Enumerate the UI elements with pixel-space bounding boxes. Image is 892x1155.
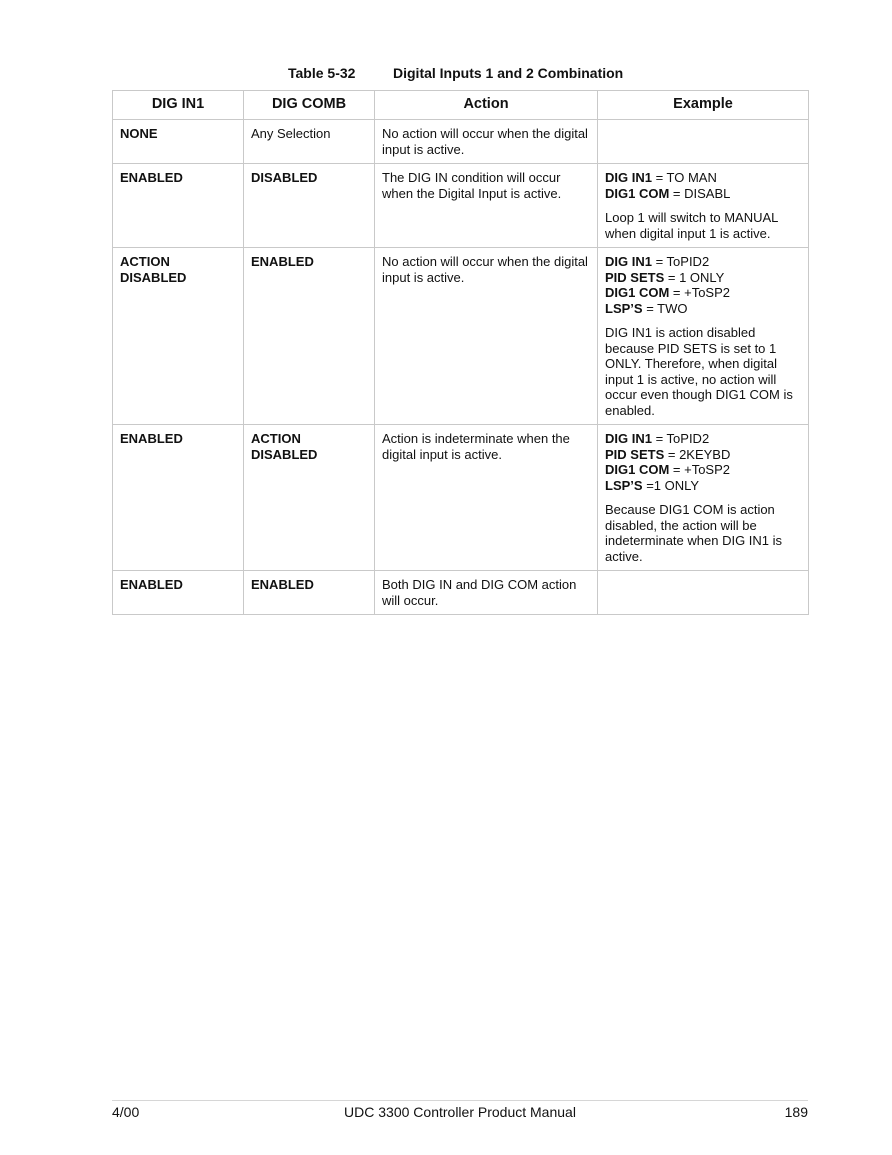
example-setting-line <box>605 186 801 202</box>
example-setting-value: = 2KEYBD <box>664 446 731 462</box>
table-header-row <box>113 91 809 120</box>
table-title: Digital Inputs 1 and 2 Combination <box>393 65 624 81</box>
example-setting-line <box>605 462 801 478</box>
footer-manual-title: UDC 3300 Controller Product Manual <box>344 1104 576 1120</box>
example-setting-line <box>605 270 801 286</box>
example-setting-line <box>605 431 801 447</box>
dig-comb-value: ENABLED <box>251 577 314 592</box>
dig-comb-value: Any Selection <box>251 126 331 141</box>
example-setting-label: LSP’S <box>605 477 643 493</box>
cell-example <box>598 120 809 164</box>
example-setting-label: DIG IN1 <box>605 254 652 269</box>
cell-example <box>598 571 809 615</box>
example-setting-line <box>605 478 801 494</box>
digital-inputs-combination-table <box>112 90 809 615</box>
dig-in1-value: ENABLED <box>120 170 183 185</box>
dig-in1-value: ACTION <box>120 254 170 269</box>
dig-comb-value: ENABLED <box>251 254 314 269</box>
cell-dig-comb <box>244 248 375 425</box>
table-number: Table 5-32 <box>288 65 356 81</box>
example-setting-value: = ToPID2 <box>651 254 710 269</box>
table-row <box>113 248 809 425</box>
cell-dig-comb <box>244 164 375 248</box>
dig-in1-value: ENABLED <box>120 431 183 446</box>
cell-dig-in1 <box>113 571 244 615</box>
dig-comb-value: DISABLED <box>251 170 318 185</box>
cell-dig-comb <box>244 120 375 164</box>
example-note: Loop 1 will switch to MANUAL when digital input 1 is active. <box>605 210 778 241</box>
cell-dig-in1 <box>113 120 244 164</box>
example-note: Because DIG1 COM is action disabled, the action will be indeterminate when DIG IN1 is active. <box>605 502 783 564</box>
dig-in1-value: ENABLED <box>120 577 183 592</box>
column-header-action: Action <box>375 91 598 120</box>
example-setting-label: DIG1 COM <box>605 285 670 300</box>
cell-action: Action is indeterminate when the digital input is active. <box>375 425 598 571</box>
example-setting-value: = TO MAN <box>651 170 717 185</box>
example-setting-value: =1 ONLY <box>642 477 700 493</box>
cell-action: No action will occur when the digital input is active. <box>375 120 598 164</box>
dig-comb-value: ACTION <box>251 431 301 446</box>
example-setting-label: PID SETS <box>605 269 665 285</box>
example-setting-line <box>605 285 801 301</box>
cell-action: The DIG IN condition will occur when the Digital Input is active. <box>375 164 598 248</box>
dig-in1-value: NONE <box>120 126 158 141</box>
example-setting-label: DIG1 COM <box>605 462 670 477</box>
table-row <box>113 425 809 571</box>
example-setting-value: = +ToSP2 <box>669 462 731 477</box>
table-row <box>113 571 809 615</box>
footer-page-number: 189 <box>784 1104 808 1120</box>
cell-example <box>598 425 809 571</box>
dig-comb-value: DISABLED <box>251 446 318 462</box>
example-setting-label: DIG IN1 <box>605 170 652 185</box>
example-setting-value: = DISABL <box>669 185 731 201</box>
cell-action: No action will occur when the digital input is active. <box>375 248 598 425</box>
footer-divider <box>112 1100 808 1101</box>
cell-example <box>598 248 809 425</box>
table-row <box>113 120 809 164</box>
example-setting-value: = 1 ONLY <box>664 269 725 285</box>
example-setting-label: LSP’S <box>605 300 643 316</box>
footer-date: 4/00 <box>112 1104 140 1120</box>
example-setting-line <box>605 447 801 463</box>
cell-dig-in1 <box>113 164 244 248</box>
column-header-dig-in1: DIG IN1 <box>113 91 244 120</box>
example-setting-value: = +ToSP2 <box>669 285 731 300</box>
cell-example <box>598 164 809 248</box>
example-setting-label: DIG IN1 <box>605 431 652 446</box>
example-setting-label: DIG1 COM <box>605 185 670 201</box>
example-setting-value: = TWO <box>642 300 688 316</box>
example-setting-line <box>605 170 801 186</box>
example-setting-label: PID SETS <box>605 446 665 462</box>
cell-dig-in1 <box>113 248 244 425</box>
dig-in1-value: DISABLED <box>120 269 187 285</box>
example-setting-value: = ToPID2 <box>651 431 710 446</box>
column-header-example: Example <box>598 91 809 120</box>
table-body <box>113 120 809 615</box>
example-setting-line <box>605 301 801 317</box>
example-setting-line <box>605 254 801 270</box>
cell-dig-comb <box>244 571 375 615</box>
cell-dig-in1 <box>113 425 244 571</box>
table-row <box>113 164 809 248</box>
example-note: DIG IN1 is action disabled because PID SETS is set to 1 ONLY. Therefore, when digital input 1 is active, no action will occur even though DIG1 COM is enabled. <box>605 325 793 418</box>
column-header-dig-comb: DIG COMB <box>244 91 375 120</box>
cell-action: Both DIG IN and DIG COM action will occur. <box>375 571 598 615</box>
cell-dig-comb <box>244 425 375 571</box>
